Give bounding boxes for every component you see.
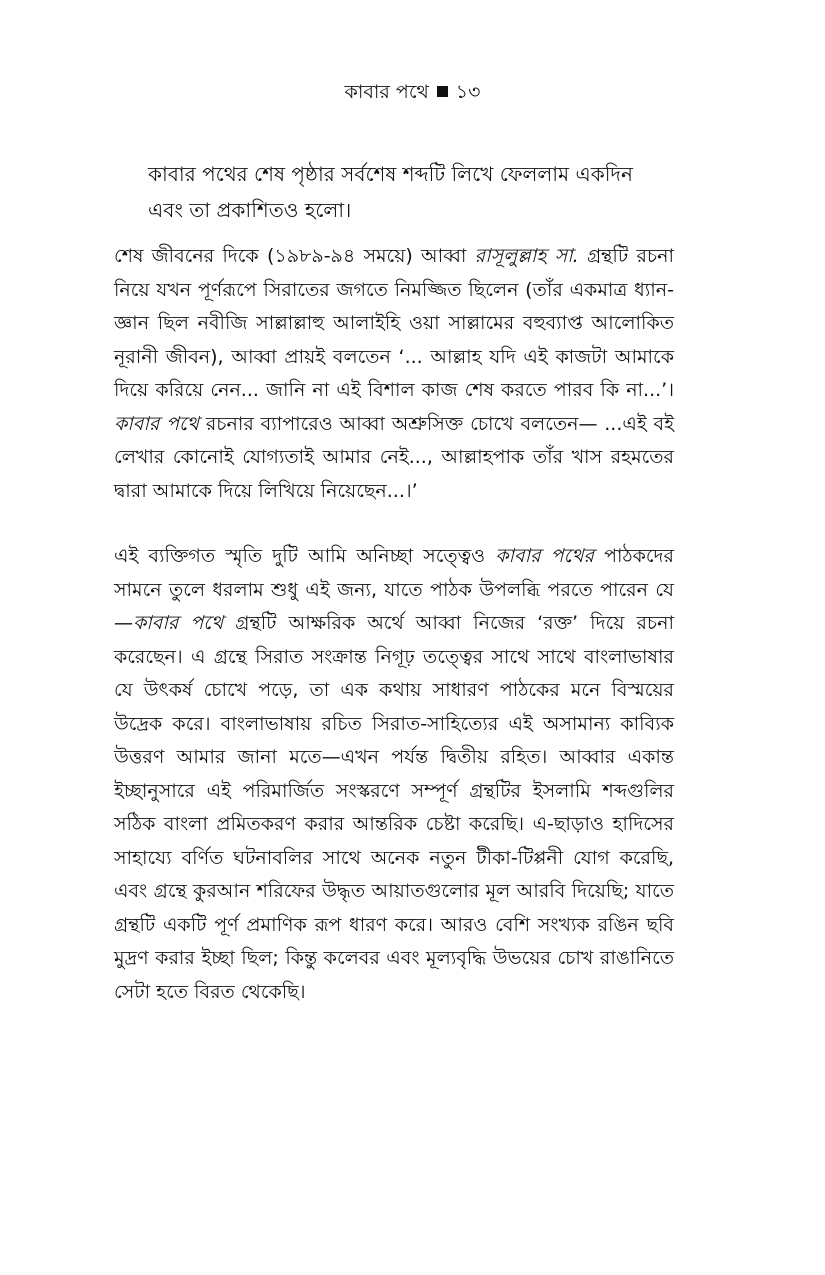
paragraph-2-italic-title-b: কাবার পথে (133, 612, 224, 634)
page-number: ১৩ (455, 81, 481, 103)
paragraph-2-text-a: এই ব্যক্তিগত স্মৃতি দুটি আমি অনিচ্ছা সত্ত্বেও (114, 545, 496, 567)
paragraph-2-text-c: গ্রন্থটি আক্ষরিক অর্থে আব্বা নিজের ‘রক্ত’ দিয়ে রচনা করেছেন। এ গ্রন্থে সিরাত সংক্রান্ত নিগূঢ় তত্ত্বের সাথে সাথে বাংলাভাষার যে উৎকর্ষ চোখে পড়ে, তা এক কথায় সাধারণ পাঠকের মনে বিস্ময়ের উদ্রেক করে। বাংলাভাষায় রচিত সিরাত-সাহিত্যের এই অসামান্য কাব্যিক উত্তরণ আমার জানা মতে—এখন পর্যন্ত দ্বিতীয় রহিত। আব্বার একান্ত ইচ্ছানুসারে এই পরিমার্জিত সংস্করণে সম্পূর্ণ গ্রন্থটির ইসলামি শব্দগুলির সঠিক বাংলা প্রমিতকরণ করার আন্তরিক চেষ্টা করেছি। এ-ছাড়াও হাদিসের সাহায্যে বর্ণিত ঘটনাবলির সাথে অনেক নতুন টীকা-টিপ্পনী যোগ করেছি, এবং গ্রন্থে কুরআন শরিফের উদ্ধৃত আয়াতগুলোর মূল আরবি দিয়েছি; যাতে গ্রন্থটি একটি পূর্ণ প্রমাণিক রূপ ধারণ করে। আরও বেশি সংখ্যক রঙিন ছবি মুদ্রণ করার ইচ্ছা ছিল; কিন্তু কলেবর এবং মূল্যবৃদ্ধি উভয়ের চোখ রাঙানিতে সেটা হতে বিরত থেকেছি। (114, 612, 674, 1003)
paragraph-1-italic-title-b: কাবার পথে (114, 412, 199, 435)
paragraph-1-italic-title-a: রাসূলুল্লাহ সা. (474, 245, 579, 267)
paragraph-1-text-c: রচনার ব্যাপারেও আব্বা অশ্রুসিক্ত চোখে বলতেন— ...এই বই লেখার কোনোই যোগ্যতাই আমার নেই..., আল্লাহপাক তাঁর খাস রহমতের দ্বারা আমাকে দিয়ে লিখিয়ে নিয়েছেন...।’ (114, 412, 674, 502)
paragraph-2-italic-title-a: কাবার পথের (495, 545, 594, 567)
paragraph-1-text-a: শেষ জীবনের দিকে (১৯৮৯-৯৪ সময়ে) আব্বা (114, 245, 475, 267)
running-header (0, 80, 825, 104)
square-separator-icon (437, 86, 448, 97)
paragraph-2-text-b: পাঠকদের সামনে তুলে ধরলাম শুধু এই জন্য, যাতে পাঠক উপলব্ধি পরতে পারেন যে— (114, 545, 674, 634)
paragraph-1-text-b: গ্রন্থটি রচনা নিয়ে যখন পূর্ণরূপে সিরাতের জগতে নিমজ্জিত ছিলেন (তাঁর একমাত্র ধ্যান-জ্ঞান ছিল নবীজি সাল্লাল্লাহু আলাইহি ওয়া সাল্লামের বহুব্যাপ্ত আলোকিত নূরানী জীবন), আব্বা প্রায়ই বলতেন ‘... আল্লাহ যদি এই কাজটা আমাকে দিয়ে করিয়ে নেন... জানি না এই বিশাল কাজ শেষ করতে পারব কি না...’। (114, 245, 674, 401)
paragraph-1 (114, 240, 674, 508)
header-title: কাবার পথে (344, 81, 429, 103)
block-quote (148, 156, 668, 228)
paragraph-2 (114, 540, 674, 1009)
quote-text: কাবার পথের শেষ পৃষ্ঠার সর্বশেষ শব্দটি লিখে ফেললাম একদিন এবং তা প্রকাশিতও হলো। (148, 162, 633, 222)
